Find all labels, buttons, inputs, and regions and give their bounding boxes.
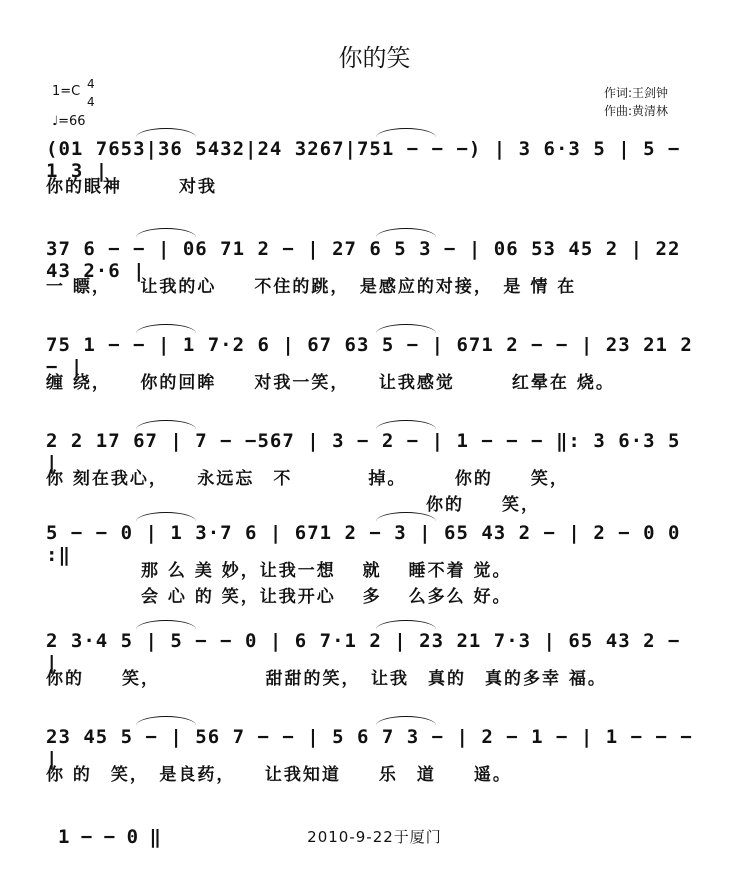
notation-line: 37 6 − − | 06 71 2 − | 27 6 5 3 − | 06 53 45 2 | 22 43 2·6 | (46, 238, 681, 282)
slur-mark (136, 512, 196, 531)
notation-line: 2 2 17 67 | 7 − −567 | 3 − 2 − | 1 − − − ‖: 3 6·3 5 | (46, 430, 681, 474)
slur-mark (376, 228, 436, 247)
music-system (46, 238, 702, 328)
music-system (46, 630, 702, 720)
music-system (46, 522, 702, 612)
notation-line: 75 1 − − | 1 7·2 6 | 67 63 5 − | 671 2 − − | 23 21 2 − | (46, 334, 693, 378)
lyricist: 作词:王剑钟 (604, 86, 669, 100)
notation-line: 5 − − 0 | 1 3·7 6 | 671 2 − 3 | 65 43 2 − | 2 − 0 0 :‖ (46, 522, 681, 566)
slur-mark (136, 620, 196, 639)
key-signature: 1=C (52, 84, 81, 99)
tempo-mark: ♩=66 (52, 114, 86, 129)
lyric-line: 你的眼神 对我 (46, 177, 217, 197)
slur-mark (136, 716, 196, 735)
slur-mark (136, 324, 196, 343)
time-signature-bottom: 4 (87, 95, 95, 109)
slur-mark (376, 512, 436, 531)
music-system (46, 726, 702, 816)
slur-mark (136, 420, 196, 439)
notation-line: (01 7653|36 5432|24 3267|751 − − −) | 3 6·3 5 | 5 − 1 3 | (46, 138, 681, 182)
time-signature-top: 4 (87, 77, 95, 91)
lyric-line: 你的 笑， (46, 495, 540, 515)
lyric-line: 你的 笑， 甜甜的笑， 让我 真的 真的多幸 福。 (46, 669, 607, 689)
composer: 作曲:黄清林 (604, 104, 669, 118)
time-signature (87, 75, 95, 111)
lyric-line: 一 瞟， 让我的心 不住的跳， 是感应的对接， 是 情 在 (46, 277, 577, 297)
lyric-line: 你 的 笑， 是良药， 让我知道 乐 道 遥。 (46, 765, 512, 785)
lyric-line: 你 刻在我心， 永远忘 不 掉。 你的 笑， (46, 469, 569, 489)
slur-mark (376, 716, 436, 735)
ending-notes: 1 − − 0 ‖ (58, 826, 161, 848)
credits (604, 84, 668, 120)
song-title: 你的笑 (338, 44, 411, 72)
notation-line: 23 45 5 − | 56 7 − − | 5 6 7 3 − | 2 − 1 − | 1 − − − | (46, 726, 693, 770)
notation-line: 2 3·4 5 | 5 − − 0 | 6 7·1 2 | 23 21 7·3 | 65 43 2 − | (46, 630, 681, 674)
lyric-line: 会 心 的 笑，让我开心 多 么多么 好。 (46, 587, 512, 607)
music-system (46, 334, 702, 424)
music-system (46, 138, 702, 228)
slur-mark (136, 128, 196, 147)
music-system (46, 430, 702, 520)
slur-mark (376, 420, 436, 439)
date-place: 2010-9-22于厦门 (307, 828, 442, 846)
lyric-line: 缠 绕， 你的回眸 对我一笑， 让我感觉 红晕在 烧。 (46, 373, 615, 393)
slur-mark (376, 324, 436, 343)
lyric-line: 那 么 美 妙，让我一想 就 睡不着 觉。 (46, 561, 512, 581)
slur-mark (376, 620, 436, 639)
slur-mark (376, 128, 436, 147)
slur-mark (136, 228, 196, 247)
